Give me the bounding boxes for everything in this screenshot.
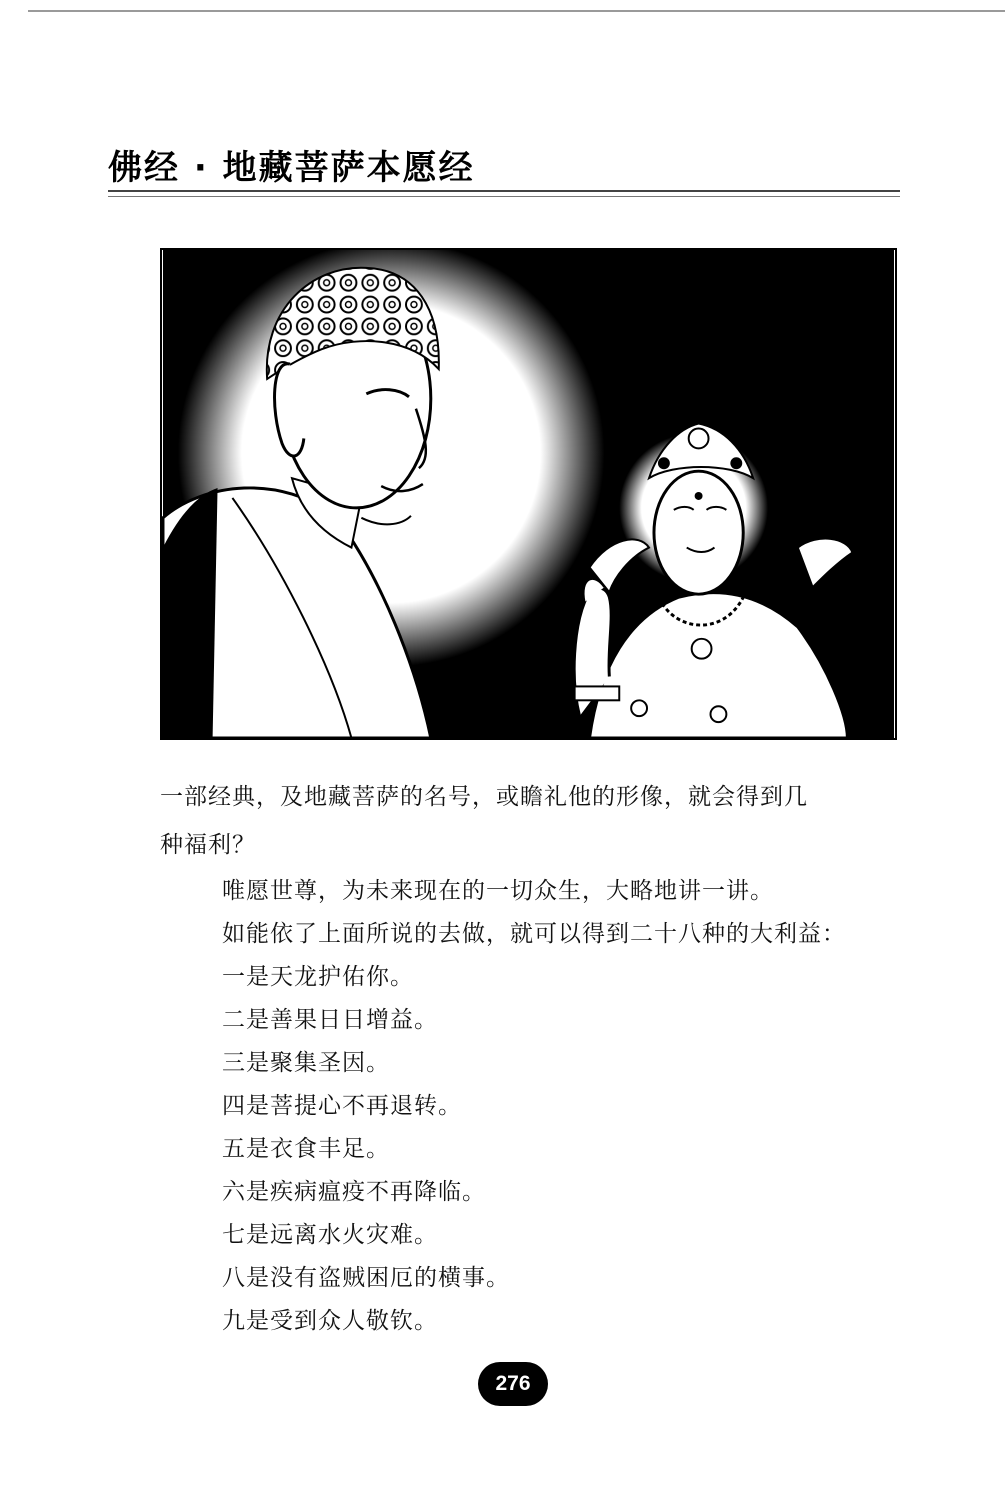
bodhisattva-face (654, 471, 743, 594)
benefit-item-2: 二是善果日日增益。 (222, 1007, 438, 1033)
illustration-drawing (162, 250, 895, 738)
header-rule (108, 190, 900, 192)
header-rule-thin (108, 196, 900, 197)
benefit-item-3: 三是聚集圣因。 (222, 1050, 390, 1076)
benefit-item-6: 六是疾病瘟疫不再降临。 (222, 1179, 486, 1205)
body-line-2: 种福利？ (160, 832, 256, 858)
running-header-title: 佛经 · 地藏菩萨本愿经 (108, 148, 475, 188)
body-line-1: 一部经典，及地藏菩萨的名号，或瞻礼他的形像，就会得到几 (160, 784, 808, 810)
paragraph-1: 如能依了上面所说的去做，就可以得到二十八种的大利益： (222, 921, 846, 947)
paragraph-0: 唯愿世尊，为未来现在的一切众生，大略地讲一讲。 (222, 878, 774, 904)
buddha-illustration (160, 248, 897, 740)
benefit-item-4: 四是菩提心不再退转。 (222, 1093, 462, 1119)
benefit-item-7: 七是远离水火灾难。 (222, 1222, 438, 1248)
benefit-item-9: 九是受到众人敬钦。 (222, 1308, 438, 1334)
benefit-item-5: 五是衣食丰足。 (222, 1136, 390, 1162)
benefit-item-1: 一是天龙护佑你。 (222, 964, 414, 990)
page-number: 276 (478, 1362, 548, 1406)
benefit-item-8: 八是没有盗贼困厄的横事。 (222, 1265, 510, 1291)
top-rule (28, 10, 1005, 12)
